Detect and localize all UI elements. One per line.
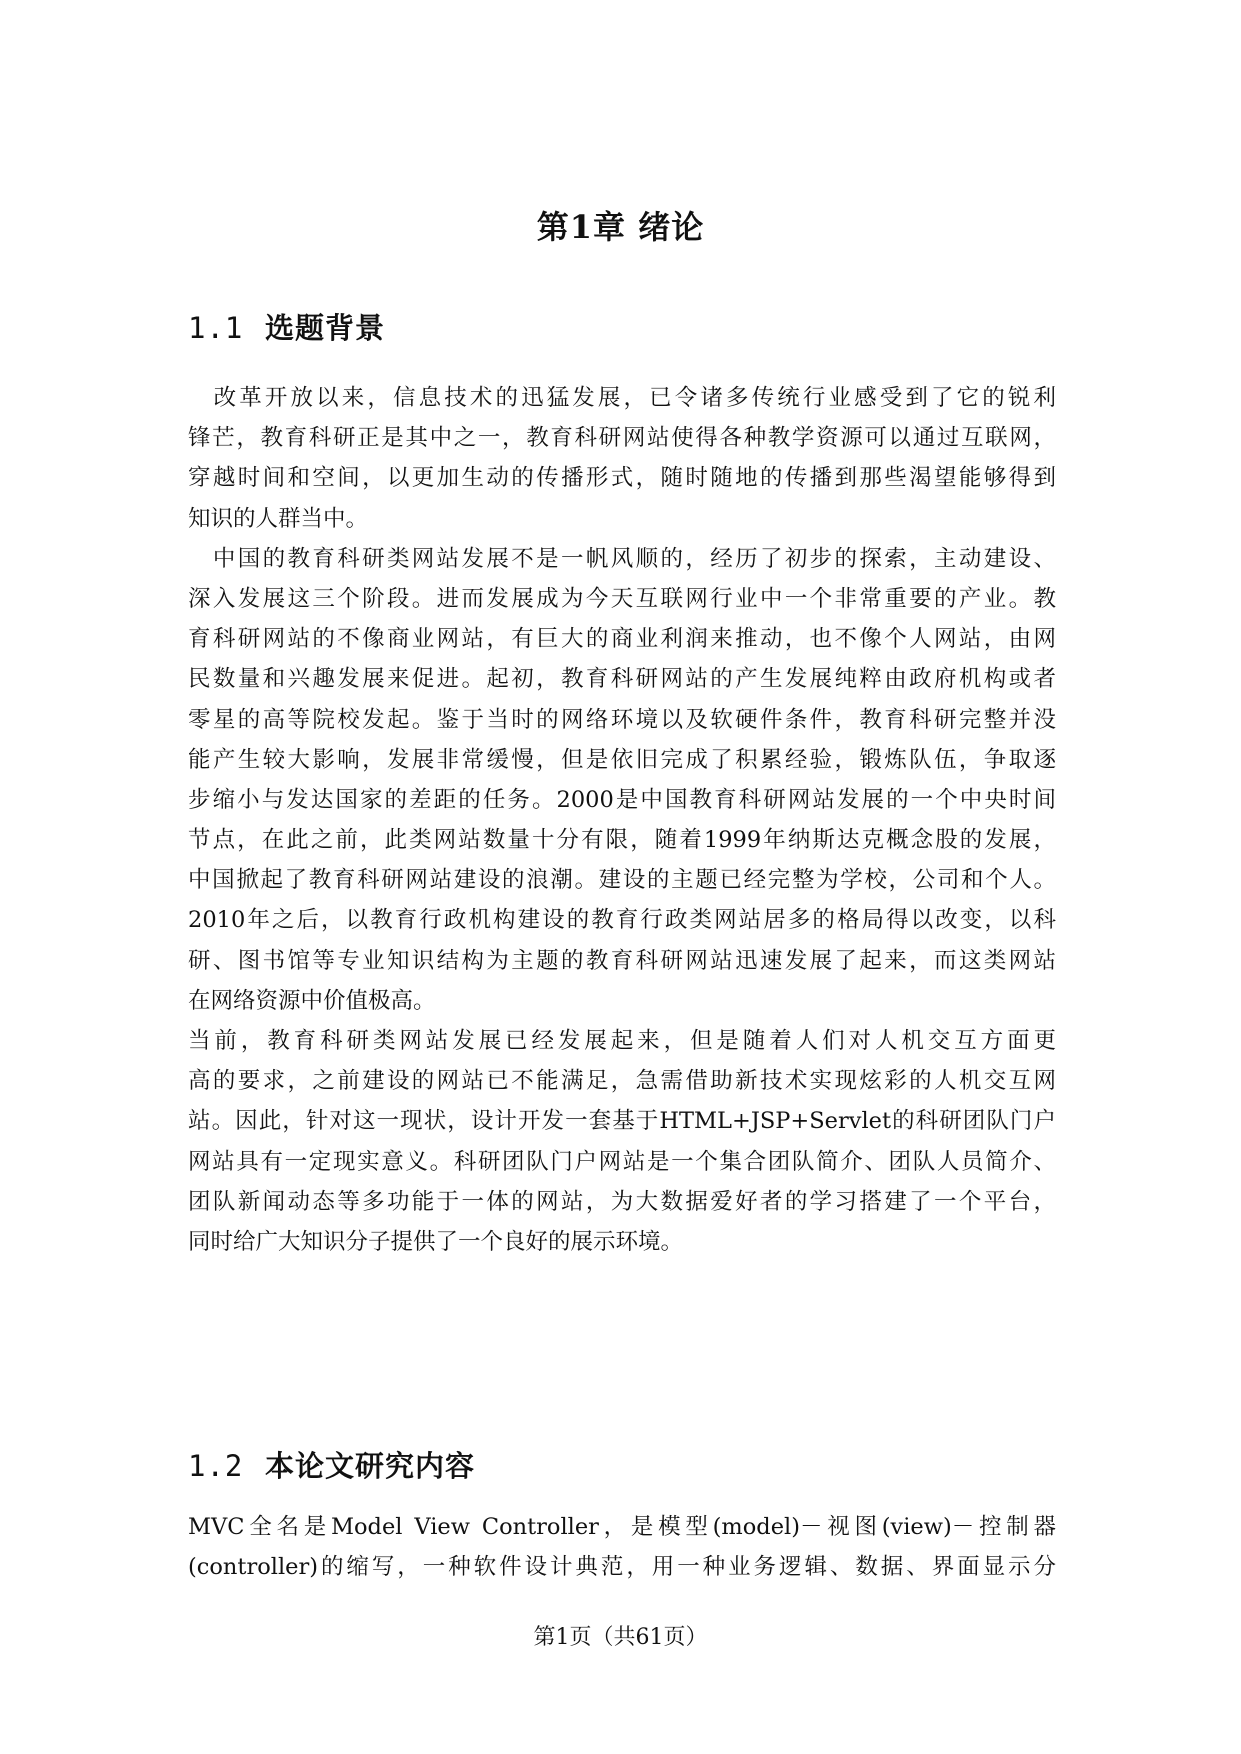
section-number: 1.1 (188, 311, 244, 345)
section-title: 本论文研究内容 (265, 1449, 476, 1483)
text-line: 改革开放以来，信息技术的迅猛发展，已令诸多传统行业感受到了它的锐利 (188, 385, 1056, 411)
section-heading-1-1 (188, 306, 385, 347)
text-line: 穿越时间和空间，以更加生动的传播形式，随时随地的传播到那些渴望能够得到 (188, 465, 1056, 492)
text-line: 育科研网站的不像商业网站，有巨大的商业利润来推动，也不像个人网站，由网 (188, 626, 1056, 653)
text-line: 深入发展这三个阶段。进而发展成为今天互联网行业中一个非常重要的产业。教 (188, 585, 1056, 612)
text-line: 网站具有一定现实意义。科研团队门户网站是一个集合团队简介、团队人员简介、 (188, 1148, 1056, 1175)
text-line: 步缩小与发达国家的差距的任务。2000是中国教育科研网站发展的一个中央时间 (188, 786, 1056, 813)
text-line: 团队新闻动态等多功能于一体的网站，为大数据爱好者的学习搭建了一个平台， (188, 1188, 1056, 1215)
section-title: 选题背景 (265, 311, 386, 345)
section-1-body (188, 378, 1056, 1262)
section-number: 1.2 (188, 1449, 244, 1483)
text-line: 2010年之后，以教育行政机构建设的教育行政类网站居多的格局得以改变，以科 (188, 907, 1056, 934)
page-footer: 第1页（共61页） (533, 1625, 708, 1650)
chapter-title: 第1章 绪论 (536, 208, 705, 246)
text-line: 中国掀起了教育科研网站建设的浪潮。建设的主题已经完整为学校，公司和个人。 (188, 867, 1056, 894)
text-line: 节点，在此之前，此类网站数量十分有限，随着1999年纳斯达克概念股的发展， (188, 827, 1056, 854)
text-line: 当前，教育科研类网站发展已经发展起来，但是随着人们对人机交互方面更 (188, 1028, 1056, 1054)
text-line: MVC全名是Model View Controller，是模型(model)－视图(view)－控制器 (188, 1514, 1056, 1540)
text-line: 中国的教育科研类网站发展不是一帆风顺的，经历了初步的探索，主动建设、 (188, 545, 1056, 572)
text-line: 站。因此，针对这一现状，设计开发一套基于HTML+JSP+Servlet的科研团队门户 (188, 1108, 1056, 1135)
section-heading-1-2 (188, 1444, 475, 1485)
text-line: 民数量和兴趣发展来促进。起初，教育科研网站的产生发展纯粹由政府机构或者 (188, 666, 1056, 693)
text-line: (controller)的缩写，一种软件设计典范，用一种业务逻辑、数据、界面显示分 (188, 1554, 1056, 1581)
text-line: 锋芒，教育科研正是其中之一，教育科研网站使得各种教学资源可以通过互联网， (188, 425, 1056, 452)
text-line: 研、图书馆等专业知识结构为主题的教育科研网站迅速发展了起来，而这类网站 (188, 947, 1056, 974)
text-line: 高的要求，之前建设的网站已不能满足，急需借助新技术实现炫彩的人机交互网 (188, 1068, 1056, 1095)
section-2-body (188, 1507, 1056, 1587)
text-line: 在网络资源中价值极高。 (188, 987, 436, 1014)
text-line: 同时给广大知识分子提供了一个良好的展示环境。 (188, 1228, 684, 1255)
text-line: 知识的人群当中。 (188, 505, 369, 532)
text-line: 能产生较大影响，发展非常缓慢，但是依旧完成了积累经验，锻炼队伍，争取逐 (188, 746, 1056, 773)
text-line: 零星的高等院校发起。鉴于当时的网络环境以及软硬件条件，教育科研完整并没 (188, 706, 1056, 733)
